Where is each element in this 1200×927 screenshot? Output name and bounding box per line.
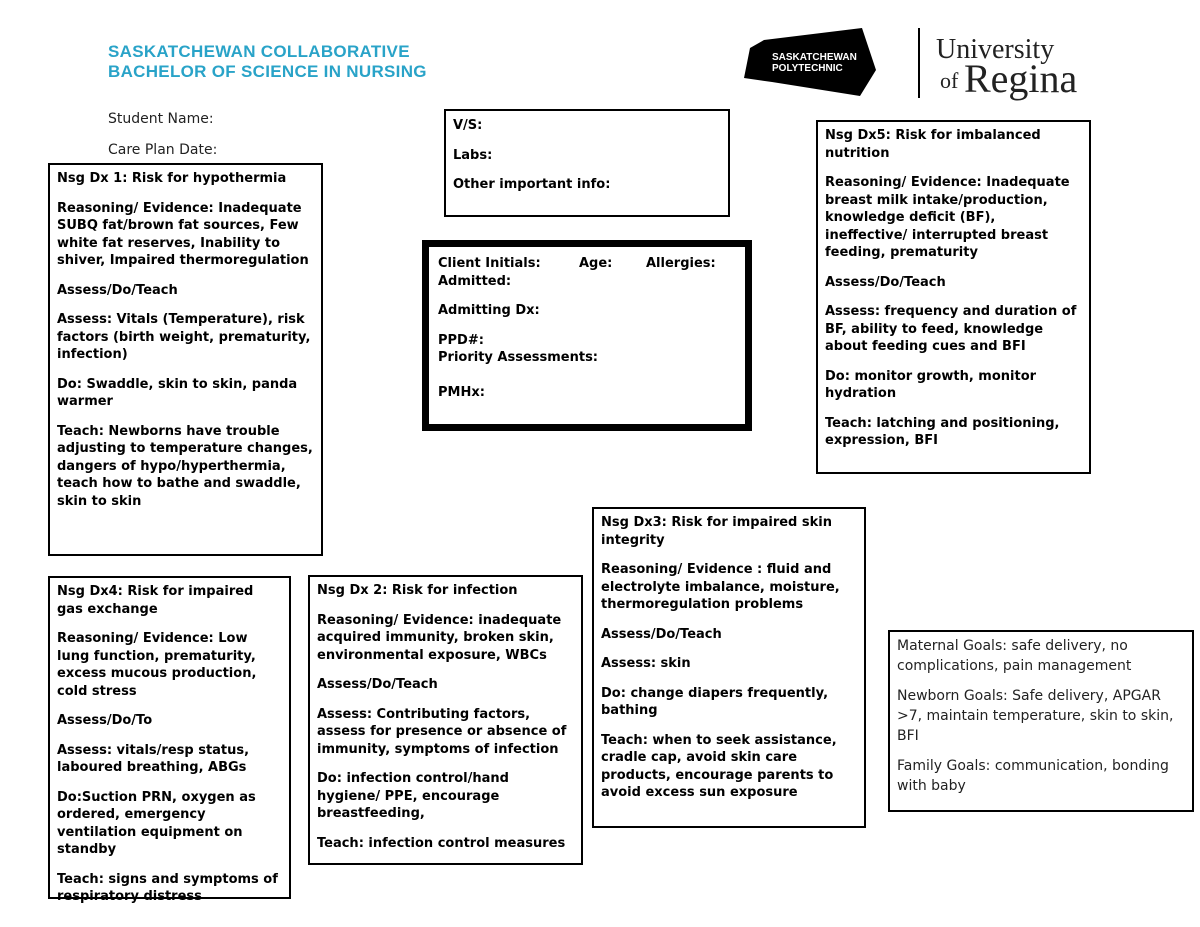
- dx3-reasoning: Reasoning/ Evidence : fluid and electrolyte imbalance, moisture, thermoregulation problems: [601, 562, 840, 612]
- age-label: Age:: [579, 256, 613, 271]
- dx3-do: Do: change diapers frequently, bathing: [601, 685, 829, 718]
- program-title-line2: BACHELOR OF SCIENCE IN NURSING: [108, 62, 427, 81]
- admitting-dx-label: Admitting Dx:: [438, 303, 540, 318]
- nursing-dx2-box: [308, 575, 583, 865]
- client-info-box: [422, 240, 752, 431]
- polytechnic-logo-line1: SASKATCHEWAN: [772, 52, 857, 63]
- dx2-assess: Assess: Contributing factors, assess for presence or absence of immunity, symptoms of infection: [317, 706, 567, 757]
- other-info-label: Other important info:: [453, 177, 611, 192]
- ppd-label: PPD#:: [438, 332, 484, 348]
- dx5-heading: Assess/Do/Teach: [825, 274, 946, 290]
- program-title: [108, 42, 427, 82]
- dx2-reasoning: Reasoning/ Evidence: inadequate acquired immunity, broken skin, environmental exposure, WBCs: [317, 612, 562, 663]
- dx4-teach: Teach: signs and symptoms of respiratory distress: [57, 871, 278, 904]
- dx2-heading: Assess/Do/Teach: [317, 677, 438, 692]
- dx2-teach: Teach: infection control measures: [317, 835, 566, 851]
- dx4-do: Do:Suction PRN, oxygen as ordered, emergency ventilation equipment on standby: [57, 789, 256, 857]
- program-title-line1: SASKATCHEWAN COLLABORATIVE: [108, 42, 410, 61]
- dx1-teach: Teach: Newborns have trouble adjusting to temperature changes, dangers of hypo/hyperthermia, teach how to bathe and swaddle, skin to skin: [57, 423, 313, 509]
- goals-box: [888, 630, 1194, 812]
- dx5-do: Do: monitor growth, monitor hydration: [825, 368, 1037, 401]
- dx2-do: Do: infection control/hand hygiene/ PPE, encourage breastfeeding,: [317, 771, 509, 821]
- care-plan-date-label: Care Plan Date:: [108, 142, 218, 158]
- university-logo-line1: University: [936, 34, 1055, 65]
- maternal-goals: Maternal Goals: safe delivery, no complications, pain management: [897, 638, 1132, 674]
- dx5-assess: Assess: frequency and duration of BF, ability to feed, knowledge about feeding cues and BFI: [825, 304, 1077, 354]
- dx1-assess: Assess: Vitals (Temperature), risk factors (birth weight, prematurity, infection): [57, 312, 311, 362]
- nursing-dx1-box: [48, 163, 323, 556]
- client-initials-label: Client Initials:: [438, 256, 541, 271]
- dx4-heading: Assess/Do/To: [57, 713, 153, 728]
- dx5-teach: Teach: latching and positioning, expression, BFI: [825, 415, 1060, 448]
- student-name-label: Student Name:: [108, 111, 214, 127]
- dx4-reasoning: Reasoning/ Evidence: Low lung function, prematurity, excess mucous production, cold stress: [57, 631, 257, 699]
- nursing-dx3-box: [592, 507, 866, 828]
- polytechnic-logo: [742, 26, 1094, 102]
- dx4-assess: Assess: vitals/resp status, laboured breathing, ABGs: [57, 742, 250, 775]
- newborn-goals: Newborn Goals: Safe delivery, APGAR >7, maintain temperature, skin to skin, BFI: [897, 688, 1174, 744]
- admitted-label: Admitted:: [438, 273, 512, 289]
- pmhx-label: PMHx:: [438, 384, 485, 400]
- polytechnic-logo-line2: POLYTECHNIC: [772, 63, 843, 74]
- institution-logos: [742, 26, 1094, 102]
- allergies-label: Allergies:: [646, 256, 716, 271]
- dx5-reasoning: Reasoning/ Evidence: Inadequate breast milk intake/production, knowledge deficit (BF), ineffective/ interrupted breast feeding, prematurity: [825, 175, 1070, 260]
- vs-label: V/S:: [453, 118, 483, 133]
- priority-assessments-label: Priority Assessments:: [438, 350, 599, 365]
- vitals-box: [444, 109, 730, 217]
- dx2-title: Nsg Dx 2: Risk for infection: [317, 583, 518, 598]
- university-logo-of: of: [940, 68, 959, 93]
- dx3-teach: Teach: when to seek assistance, cradle cap, avoid skin care products, encourage parents to avoid excess sun exposure: [601, 732, 837, 800]
- family-goals: Family Goals: communication, bonding with baby: [897, 758, 1169, 794]
- dx1-do: Do: Swaddle, skin to skin, panda warmer: [57, 376, 298, 409]
- dx4-title: Nsg Dx4: Risk for impaired gas exchange: [57, 584, 254, 617]
- university-logo-line2: Regina: [964, 56, 1078, 101]
- dx3-title: Nsg Dx3: Risk for impaired skin integrity: [601, 515, 832, 548]
- nursing-dx5-box: [816, 120, 1091, 474]
- dx3-assess: Assess: skin: [601, 656, 691, 671]
- dx3-heading: Assess/Do/Teach: [601, 626, 722, 642]
- dx1-reasoning: Reasoning/ Evidence: Inadequate SUBQ fat/brown fat sources, Few white fat reserves, Inability to shiver, Impaired thermoregulation: [57, 200, 309, 268]
- nursing-dx4-box: [48, 576, 291, 904]
- dx1-heading: Assess/Do/Teach: [57, 282, 178, 298]
- labs-label: Labs:: [453, 147, 493, 163]
- dx1-title: Nsg Dx 1: Risk for hypothermia: [57, 171, 287, 186]
- dx5-title: Nsg Dx5: Risk for imbalanced nutrition: [825, 128, 1041, 161]
